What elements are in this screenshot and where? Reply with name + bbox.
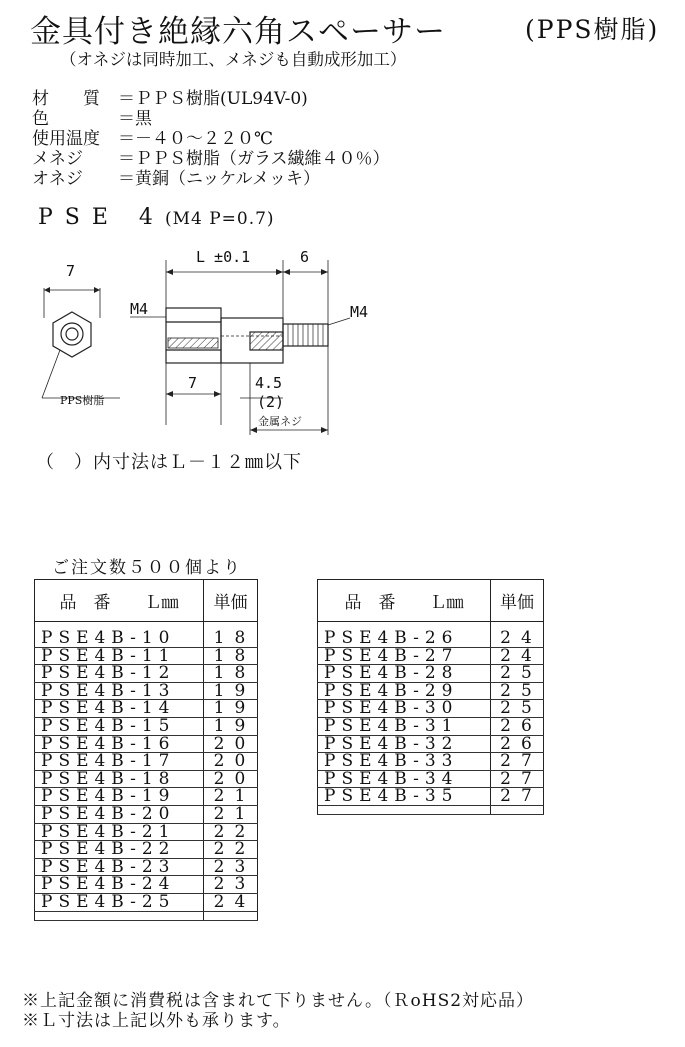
table-row xyxy=(318,665,544,683)
spec-value: ＝－４０～２２０℃ xyxy=(118,129,274,149)
part-number: PSE4B-35 xyxy=(318,788,491,806)
length-label: L ±0.1 xyxy=(196,248,251,266)
table-row xyxy=(35,753,258,771)
female-thread-label: M4 xyxy=(130,300,149,318)
table-row xyxy=(318,630,544,647)
custom-length-note: ※Ｌ寸法は上記以外も承ります。 xyxy=(22,1011,291,1031)
table-row xyxy=(35,682,258,700)
material-tag: (PPS樹脂) xyxy=(525,15,660,44)
table-row xyxy=(318,700,544,718)
unit-price: 24 xyxy=(491,630,544,647)
unit-price: 26 xyxy=(491,735,544,753)
table-row xyxy=(35,841,258,859)
unit-price: 18 xyxy=(204,647,258,665)
unit-price: 20 xyxy=(204,735,258,753)
part-number: PSE4B-25 xyxy=(35,893,204,911)
part-number: PSE4B-13 xyxy=(35,682,204,700)
part-number: PSE4B-18 xyxy=(35,770,204,788)
unit-price: 19 xyxy=(204,682,258,700)
male-thread-label: M4 xyxy=(350,303,369,321)
spec-key: 使用温度 xyxy=(32,129,100,149)
unit-price: 25 xyxy=(491,682,544,700)
unit-price: 23 xyxy=(204,858,258,876)
pitch-dim-sub-label: (2) xyxy=(257,393,285,411)
part-number: PSE4B-16 xyxy=(35,735,204,753)
part-number: PSE4B-28 xyxy=(318,665,491,683)
table-row xyxy=(318,647,544,665)
part-number: PSE4B-26 xyxy=(318,630,491,647)
header-price: 単価 xyxy=(491,580,544,622)
spec-value: ＝黄銅（ニッケルメッキ） xyxy=(118,169,320,189)
spec-value: ＝ＰＰＳ樹脂(UL94V-0) xyxy=(118,89,308,109)
unit-price: 19 xyxy=(204,717,258,735)
unit-price: 18 xyxy=(204,665,258,683)
metal-screw-label: 金属ネジ xyxy=(258,415,302,428)
part-number: PSE4B-11 xyxy=(35,647,204,665)
price-table-left xyxy=(34,579,258,921)
part-number: PSE4B-14 xyxy=(35,700,204,718)
page-subtitle: （オネジは同時加工、メネジも自動成形加工） xyxy=(60,50,407,69)
model-thread: (M4 P=0.7) xyxy=(164,209,275,229)
pps-label: PPS樹脂 xyxy=(60,394,105,407)
table-row xyxy=(35,858,258,876)
spec-value: ＝黒 xyxy=(118,109,152,129)
header-part: 品 番 Ｌ㎜ xyxy=(318,580,491,622)
table-row xyxy=(318,770,544,788)
spec-key: 色 xyxy=(32,109,49,129)
table-row xyxy=(35,770,258,788)
unit-price: 24 xyxy=(204,893,258,911)
spacer-drawing xyxy=(0,0,685,450)
page-title: 金具付き絶縁六角スペーサー xyxy=(30,14,446,50)
unit-price: 27 xyxy=(491,788,544,806)
spec-key: 材 質 xyxy=(32,89,100,109)
spec-value: ＝ＰＰＳ樹脂（ガラス繊維４０％） xyxy=(118,149,390,169)
part-number: PSE4B-12 xyxy=(35,665,204,683)
table-row xyxy=(318,717,544,735)
part-number: PSE4B-19 xyxy=(35,788,204,806)
unit-price: 25 xyxy=(491,700,544,718)
table-row xyxy=(35,665,258,683)
part-number: PSE4B-34 xyxy=(318,770,491,788)
unit-price: 18 xyxy=(204,630,258,647)
part-number: PSE4B-23 xyxy=(35,858,204,876)
unit-price: 20 xyxy=(204,770,258,788)
table-row xyxy=(318,682,544,700)
part-number: PSE4B-22 xyxy=(35,841,204,859)
part-number: PSE4B-30 xyxy=(318,700,491,718)
part-number: PSE4B-31 xyxy=(318,717,491,735)
unit-price: 21 xyxy=(204,805,258,823)
table-row xyxy=(35,630,258,647)
unit-price: 23 xyxy=(204,876,258,894)
minimum-order-note: ご注文数５００個より xyxy=(52,558,242,578)
table-row xyxy=(35,876,258,894)
pitch-dim-label: 4.5 xyxy=(255,374,283,392)
unit-price: 21 xyxy=(204,788,258,806)
part-number: PSE4B-33 xyxy=(318,753,491,771)
unit-price: 27 xyxy=(491,753,544,771)
table-row xyxy=(318,788,544,806)
hex-width-label: 7 xyxy=(66,262,76,280)
part-number: PSE4B-17 xyxy=(35,753,204,771)
unit-price: 22 xyxy=(204,841,258,859)
table-row xyxy=(35,788,258,806)
table-row xyxy=(318,753,544,771)
part-number: PSE4B-27 xyxy=(318,647,491,665)
table-row xyxy=(35,717,258,735)
unit-price: 20 xyxy=(204,753,258,771)
table-row xyxy=(35,735,258,753)
hex-end-view xyxy=(42,287,120,398)
unit-price: 27 xyxy=(491,770,544,788)
part-number: PSE4B-10 xyxy=(35,630,204,647)
table-row xyxy=(35,823,258,841)
side-view xyxy=(130,260,350,435)
unit-price: 26 xyxy=(491,717,544,735)
spec-key: メネジ xyxy=(32,149,83,169)
thread-length-label: 6 xyxy=(300,248,310,266)
header-price: 単価 xyxy=(204,580,258,622)
inner-dimension-note: （ ）内寸法はＬ－１２㎜以下 xyxy=(36,452,302,473)
unit-price: 22 xyxy=(204,823,258,841)
unit-price: 24 xyxy=(491,647,544,665)
unit-price: 25 xyxy=(491,665,544,683)
spec-key: オネジ xyxy=(32,169,83,189)
price-table-right xyxy=(317,579,544,815)
tax-note: ※上記金額に消費税は含まれて下りません。（ＲoHS2対応品） xyxy=(22,991,535,1011)
table-row xyxy=(35,893,258,911)
part-number: PSE4B-32 xyxy=(318,735,491,753)
table-row xyxy=(35,805,258,823)
part-number: PSE4B-24 xyxy=(35,876,204,894)
table-row xyxy=(35,647,258,665)
table-row xyxy=(318,735,544,753)
part-number: PSE4B-29 xyxy=(318,682,491,700)
header-part: 品 番 Ｌ㎜ xyxy=(35,580,204,622)
part-number: PSE4B-15 xyxy=(35,717,204,735)
table-row xyxy=(35,700,258,718)
model-name: PSE 4 xyxy=(38,205,165,230)
unit-price: 19 xyxy=(204,700,258,718)
part-number: PSE4B-20 xyxy=(35,805,204,823)
depth-label: 7 xyxy=(188,374,198,392)
part-number: PSE4B-21 xyxy=(35,823,204,841)
